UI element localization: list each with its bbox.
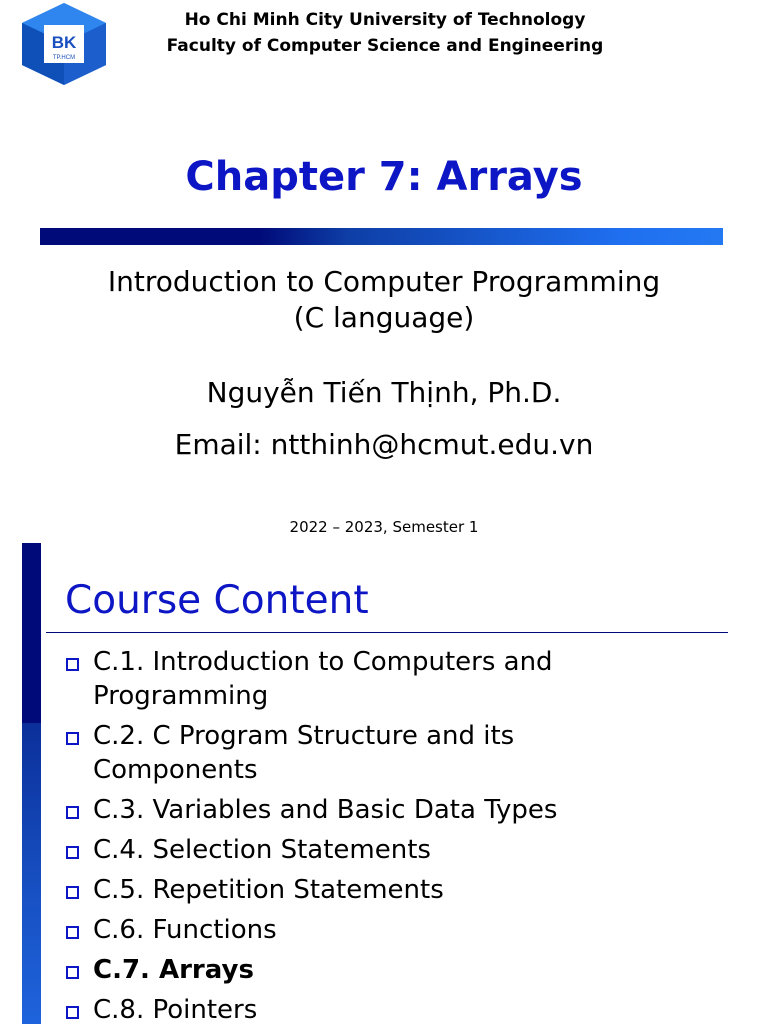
logo-subtext: TP.HCM	[52, 55, 76, 61]
title-divider	[46, 632, 728, 633]
university-name: Ho Chi Minh City University of Technology	[184, 10, 586, 30]
square-bullet-icon	[66, 1006, 79, 1019]
list-item-c2	[66, 719, 726, 787]
chapter-title: Chapter 7: Arrays	[185, 154, 583, 200]
list-item-c6	[66, 913, 726, 947]
semester-label: 2022 – 2023, Semester 1	[289, 518, 479, 536]
bk-logo	[22, 3, 106, 85]
list-item-c5	[66, 873, 726, 907]
list-item-text: C.5. Repetition Statements	[93, 875, 444, 905]
list-item-text: C.3. Variables and Basic Data Types	[93, 795, 558, 825]
square-bullet-icon	[66, 658, 79, 671]
square-bullet-icon	[66, 806, 79, 819]
course-subtitle-line1: Introduction to Computer Programming	[107, 265, 661, 298]
list-item-text: C.8. Pointers	[93, 995, 258, 1024]
list-item-c4	[66, 833, 726, 867]
left-accent-bar-bottom	[22, 723, 41, 1024]
faculty-name: Faculty of Computer Science and Engineering	[166, 36, 604, 56]
square-bullet-icon	[66, 732, 79, 745]
list-item-c8	[66, 993, 726, 1024]
list-item-text: C.7. Arrays	[93, 955, 254, 985]
square-bullet-icon	[66, 886, 79, 899]
course-content-list	[66, 645, 726, 1024]
course-content-title: Course Content	[65, 578, 369, 623]
course-subtitle-line2: (C language)	[293, 301, 475, 334]
list-item-text: C.1. Introduction to Computers and	[93, 647, 553, 677]
list-item-text: C.2. C Program Structure and its	[93, 721, 515, 751]
list-item-text-cont: Components	[93, 755, 258, 785]
square-bullet-icon	[66, 966, 79, 979]
author-email: Email: ntthinh@hcmut.edu.vn	[174, 428, 594, 461]
square-bullet-icon	[66, 926, 79, 939]
list-item-text: C.4. Selection Statements	[93, 835, 431, 865]
list-item-text-cont: Programming	[93, 681, 269, 711]
author-name: Nguyễn Tiến Thịnh, Ph.D.	[206, 376, 562, 409]
title-underline-bar	[40, 228, 723, 245]
square-bullet-icon	[66, 846, 79, 859]
list-item-c1	[66, 645, 726, 713]
list-item-c3	[66, 793, 726, 827]
left-accent-bar-top	[22, 543, 41, 723]
logo-text: BK	[51, 33, 77, 52]
list-item-text: C.6. Functions	[93, 915, 277, 945]
list-item-c7-current	[66, 953, 726, 987]
